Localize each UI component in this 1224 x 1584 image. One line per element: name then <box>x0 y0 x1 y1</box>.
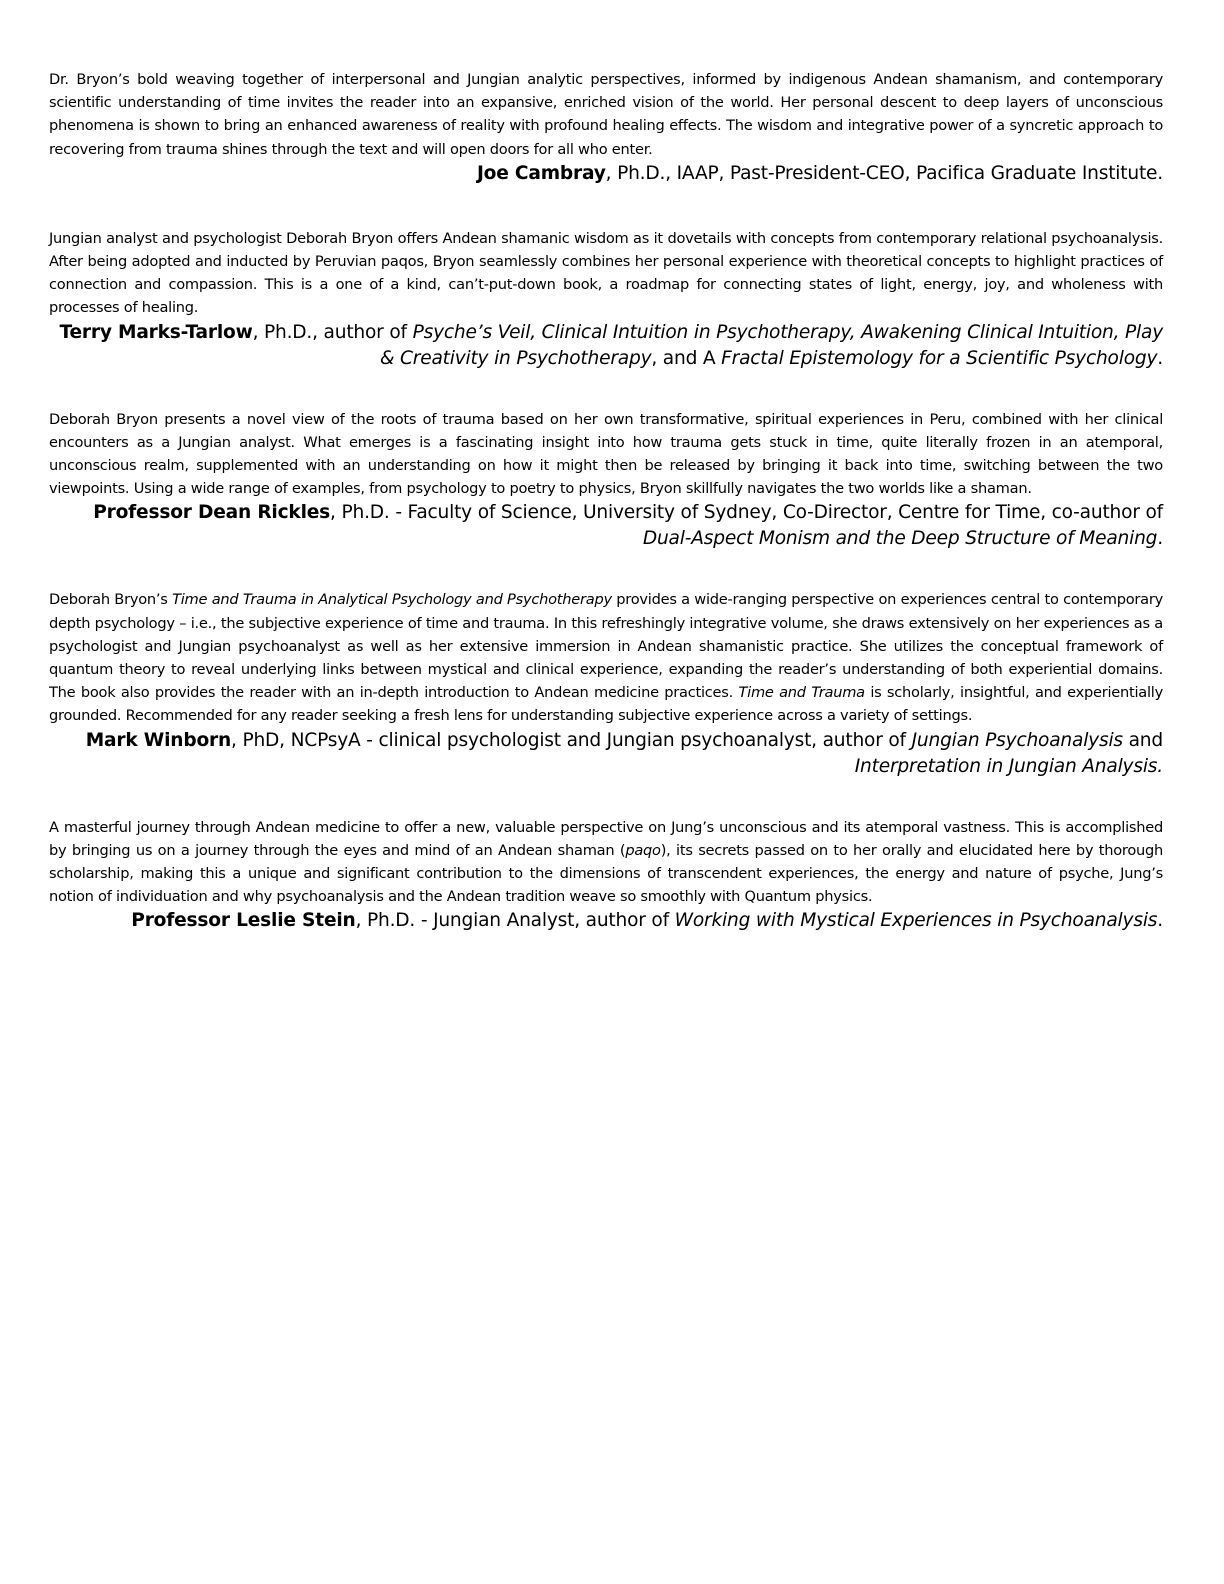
endorsement-quote <box>49 227 1163 320</box>
quote-term: paqo <box>625 841 661 859</box>
quote-text: Jungian analyst and psychologist Deborah Bryon offers Andean shamanic wisdom as it dovetails with concepts from contemporary relational psychoanalysis. After being adopted and inducted by Peruvian paqos, Bryon seamlessly combines her personal experience with theoretical concepts to highlight practices of connection and compassion. This is a one of a kind, can’t-put-down book, a roadmap for connecting states of light, energy, joy, and wholeness with processes of healing. <box>49 229 1163 317</box>
endorsement-attribution <box>49 728 1163 780</box>
attribution-joiner: , and A <box>651 347 722 369</box>
endorsement-attribution <box>49 908 1163 934</box>
endorser-credentials: , Ph.D. - Faculty of Science, University of Sydney, Co-Director, Centre for Time, co-author of <box>330 502 1163 524</box>
endorser-credentials: , PhD, NCPsyA - clinical psychologist and Jungian psychoanalyst, author of <box>231 729 912 751</box>
quote-text: is scholarly, insightful, and experientially grounded. Recommended for any reader seeking a fresh lens for understanding subjective experience across a variety of settings. <box>49 684 1163 725</box>
endorser-name: Professor Leslie Stein <box>131 910 356 932</box>
endorsement-attribution <box>49 500 1163 552</box>
quote-text: Deborah Bryon presents a novel view of the roots of trauma based on her own transformative, spiritual experiences in Peru, combined with her clinical encounters as a Jungian analyst. What emerges is a fascinating insight into how trauma gets stuck in time, quite literally frozen in an atemporal, unconscious realm, supplemented with an understanding on how it might then be released by bringing it back into time, switching between the two viewpoints. Using a wide range of examples, from psychology to poetry to physics, Bryon skillfully navigates the two worlds like a shaman. <box>49 410 1163 498</box>
book-title: Fractal Epistemology for a Scientific Psychology <box>721 347 1158 369</box>
endorsement-quote <box>49 408 1163 501</box>
endorsement-rickles <box>49 408 1163 553</box>
endorsement-attribution <box>49 320 1163 372</box>
book-title: Jungian Psychoanalysis <box>911 729 1123 751</box>
attribution-end: . <box>1157 528 1163 550</box>
endorser-credentials: , Ph.D., author of <box>252 321 413 343</box>
attribution-end: . <box>1157 910 1163 932</box>
endorsement-cambray <box>49 68 1163 187</box>
quote-text: ), its secrets passed on to her orally and elucidated here by thorough scholarship, making this a unique and significant contribution to the dimensions of transcendent experiences, the energy and nature of psyche, Jung’s notion of individuation and why psychoanalysis and the Andean tradition weave so smoothly with Quantum physics. <box>49 841 1164 906</box>
endorser-name: Professor Dean Rickles <box>93 502 331 524</box>
quote-text: Dr. Bryon’s bold weaving together of interpersonal and Jungian analytic perspectives, informed by indigenous Andean shamanism, and contemporary scientific understanding of time invites the reader into an expansive, enriched vision of the world. Her personal descent to deep layers of unconscious phenomena is shown to bring an enhanced awareness of reality with profound healing effects. The wisdom and integrative power of a syncretic approach to recovering from trauma shines through the text and will open doors for all who enter. <box>49 71 1163 158</box>
quote-text: A masterful journey through Andean medicine to offer a new, valuable perspective on Jung’s unconscious and its atemporal vastness. This is accomplished by bringing us on a journey through the eyes and mind of an Andean shaman ( <box>49 818 1163 859</box>
endorsement-quote <box>49 588 1163 727</box>
book-title: Psyche’s Veil, Clinical Intuition in Psychotherapy, Awakening Clinical Intuition, Play & Creativity in Psychotherapy <box>379 321 1163 369</box>
endorsement-quote <box>49 68 1163 161</box>
endorsement-quote <box>49 816 1163 909</box>
endorser-credentials: , Ph.D. - Jungian Analyst, author of <box>355 910 675 932</box>
endorser-credentials: , Ph.D., IAAP, Past-President-CEO, Pacifica Graduate Institute. <box>605 162 1163 184</box>
endorsement-winborn <box>49 588 1163 779</box>
quote-text: Deborah Bryon’s <box>49 591 173 609</box>
quote-book-title: Time and Trauma in Analytical Psychology and Psychotherapy <box>172 591 612 609</box>
attribution-joiner: and <box>1122 729 1163 751</box>
attribution-end: . <box>1157 347 1163 369</box>
quote-book-title: Time and Trauma <box>738 684 865 702</box>
book-title: Dual-Aspect Monism and the Deep Structure of Meaning <box>642 528 1158 550</box>
quote-text: provides a wide-ranging perspective on experiences central to contemporary depth psychology – i.e., the subjective experience of time and trauma. In this refreshingly integrative volume, she draws extensively on her experiences as a psychologist and Jungian psychoanalyst as well as her extensive immersion in Andean shamanistic practice. She utilizes the conceptual framework of quantum theory to reveal underlying links between mystical and clinical experience, expanding the reader’s understanding of both experiential domains. The book also provides the reader with an in-depth introduction to Andean medicine practices. <box>49 591 1163 702</box>
book-title: Working with Mystical Experiences in Psychoanalysis <box>674 910 1158 932</box>
endorser-name: Terry Marks-Tarlow <box>59 321 253 343</box>
endorser-name: Mark Winborn <box>85 729 232 751</box>
endorsement-marks-tarlow <box>49 227 1163 372</box>
book-title: Interpretation in Jungian Analysis. <box>854 755 1163 777</box>
endorsement-attribution <box>49 161 1163 187</box>
endorsement-stein <box>49 816 1163 935</box>
endorser-name: Joe Cambray <box>476 162 606 184</box>
endorsements-page <box>49 68 1163 974</box>
